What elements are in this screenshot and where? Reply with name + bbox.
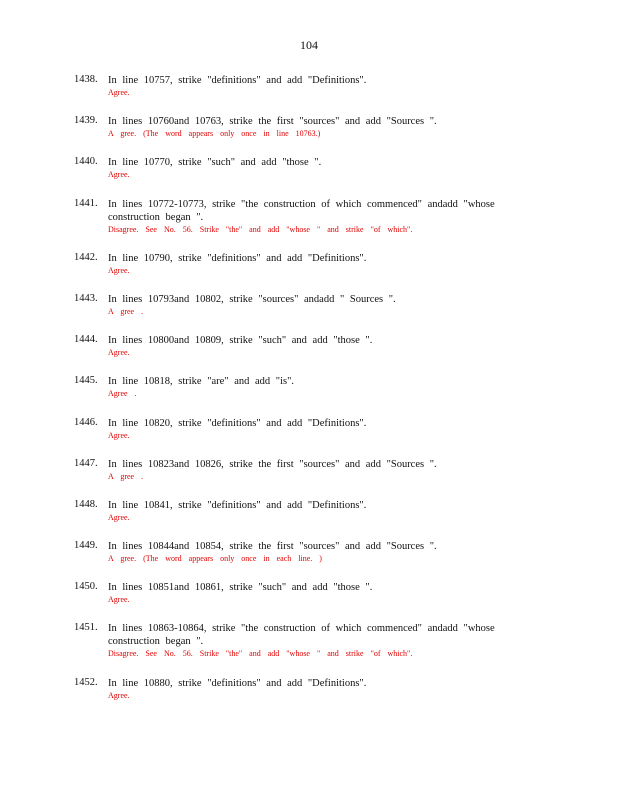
item-number: 1449. bbox=[74, 540, 98, 552]
item-text: In lines 10851and 10861, strike "such" and add "those ". bbox=[108, 582, 373, 594]
amendment-item bbox=[74, 499, 544, 523]
item-number: 1452. bbox=[74, 676, 98, 688]
amendment-list bbox=[74, 74, 544, 718]
item-text: In line 10770, strike "such" and add "those ". bbox=[108, 157, 322, 169]
item-text: In line 10818, strike "are" and add "is". bbox=[108, 376, 294, 388]
item-number: 1439. bbox=[74, 115, 98, 127]
amendment-item bbox=[74, 156, 544, 180]
item-number: 1441. bbox=[74, 197, 98, 209]
item-number: 1448. bbox=[74, 498, 98, 510]
item-response: Agree. bbox=[108, 265, 130, 275]
item-number: 1451. bbox=[74, 622, 98, 634]
item-text: In line 10790, strike "definitions" and add "Definitions". bbox=[108, 252, 367, 264]
amendment-item bbox=[74, 293, 544, 317]
item-text: In line 10880, strike "definitions" and add "Definitions". bbox=[108, 677, 367, 689]
item-response: Disagree. See No. 56. Strike "the" and add "whose " and strike "of which". bbox=[108, 649, 413, 659]
amendment-item bbox=[74, 540, 544, 564]
item-number: 1447. bbox=[74, 457, 98, 469]
item-text: In lines 10863-10864, strike "the construction of which commenced" andadd "whose construction began ". bbox=[108, 623, 495, 648]
item-response: Agree. bbox=[108, 88, 130, 97]
amendment-item bbox=[74, 677, 544, 701]
item-response: Agree. bbox=[108, 348, 130, 358]
item-number: 1445. bbox=[74, 375, 98, 387]
item-response: Disagree. See No. 56. Strike "the" and add "whose " and strike "of which". bbox=[108, 224, 413, 234]
item-response: Agree. bbox=[108, 512, 130, 522]
item-number: 1442. bbox=[74, 251, 98, 263]
item-response: Agree. bbox=[108, 170, 130, 180]
page-number: 104 bbox=[300, 38, 318, 52]
item-response: A gree. (The word appears only once in each line. ) bbox=[108, 554, 322, 564]
item-text: In lines 10844and 10854, strike the first "sources" and add "Sources ". bbox=[108, 541, 437, 553]
item-response: A gree. (The word appears only once in line 10763.) bbox=[108, 129, 321, 139]
item-number: 1446. bbox=[74, 416, 98, 428]
item-number: 1450. bbox=[74, 581, 98, 593]
item-response: Agree. bbox=[108, 430, 130, 440]
amendment-item bbox=[74, 581, 544, 605]
item-response: A gree . bbox=[108, 471, 144, 481]
item-text: In line 10757, strike "definitions" and add "Definitions". bbox=[108, 75, 367, 86]
item-text: In lines 10800and 10809, strike "such" and add "those ". bbox=[108, 335, 373, 347]
item-text: In lines 10793and 10802, strike "sources" andadd " Sources ". bbox=[108, 293, 396, 305]
item-response: Agree. bbox=[108, 595, 130, 605]
amendment-item bbox=[74, 74, 544, 98]
amendment-item bbox=[74, 622, 544, 659]
item-text: In lines 10772-10773, strike "the construction of which commenced" andadd "whose construction began ". bbox=[108, 198, 495, 223]
item-response: A gree . bbox=[108, 306, 144, 316]
item-number: 1443. bbox=[74, 292, 98, 304]
item-text: In line 10820, strike "definitions" and add "Definitions". bbox=[108, 417, 367, 429]
item-text: In lines 10823and 10826, strike the first "sources" and add "Sources ". bbox=[108, 458, 437, 470]
amendment-item bbox=[74, 334, 544, 358]
amendment-item bbox=[74, 458, 544, 482]
item-text: In line 10841, strike "definitions" and add "Definitions". bbox=[108, 499, 367, 511]
amendment-item bbox=[74, 252, 544, 276]
item-text: In lines 10760and 10763, strike the first "sources" and add "Sources ". bbox=[108, 116, 437, 128]
amendment-item bbox=[74, 198, 544, 235]
amendment-item bbox=[74, 115, 544, 139]
item-response: Agree. bbox=[108, 690, 130, 700]
item-number: 1444. bbox=[74, 334, 98, 346]
amendment-item bbox=[74, 375, 544, 399]
amendment-item bbox=[74, 417, 544, 441]
item-number: 1440. bbox=[74, 156, 98, 168]
item-response: Agree . bbox=[108, 389, 137, 399]
item-number: 1438. bbox=[74, 74, 98, 85]
